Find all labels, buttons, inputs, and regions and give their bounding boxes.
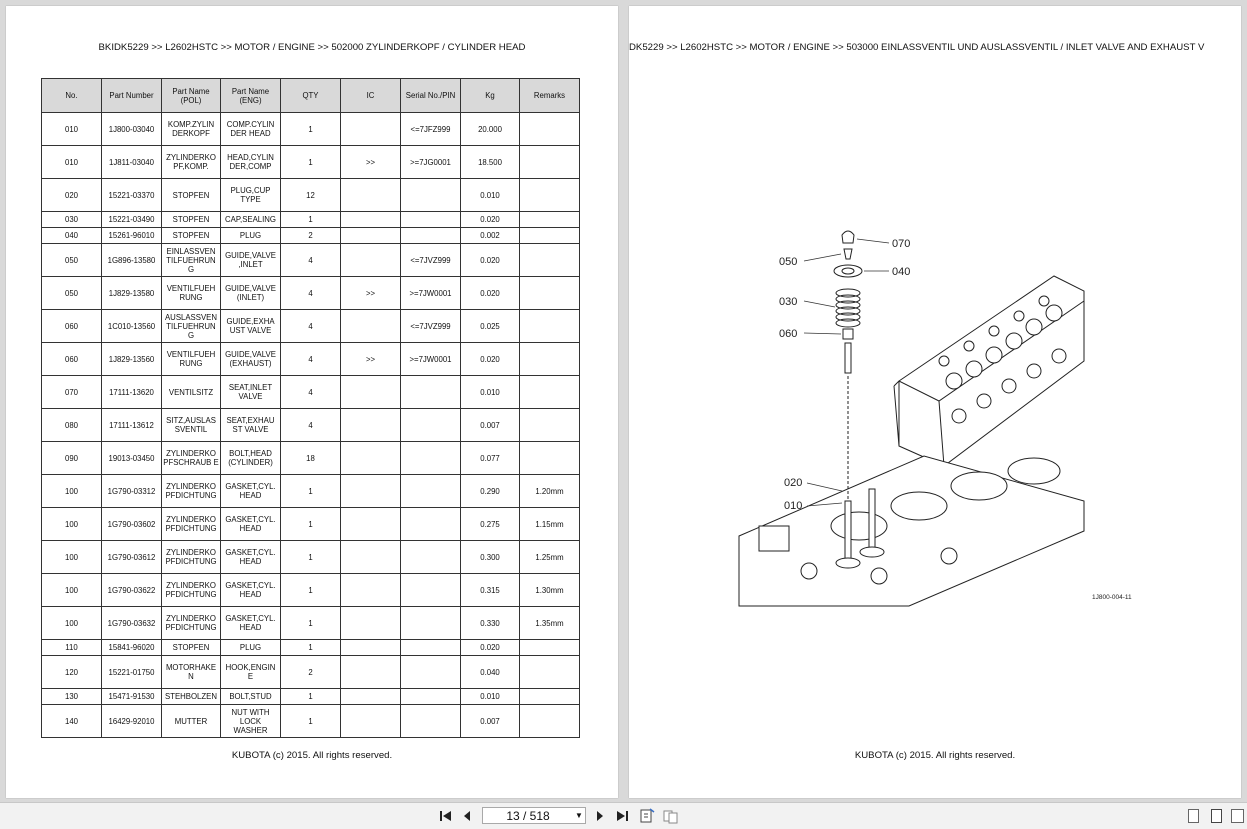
table-cell: STOPFEN — [162, 640, 221, 656]
table-cell: 1G790-03602 — [102, 508, 162, 541]
table-cell — [401, 442, 461, 475]
table-row — [42, 607, 580, 640]
table-cell: 15841-96020 — [102, 640, 162, 656]
table-cell: ZYLINDERKO PFDICHTUNG — [162, 475, 221, 508]
table-cell: 1.20mm — [520, 475, 580, 508]
table-cell: 1.25mm — [520, 541, 580, 574]
table-cell: 010 — [42, 113, 102, 146]
table-cell: ZYLINDERKO PFDICHTUNG — [162, 508, 221, 541]
table-cell — [401, 228, 461, 244]
table-cell — [341, 705, 401, 738]
table-cell: BOLT,HEAD (CYLINDER) — [221, 442, 281, 475]
table-cell: 0.315 — [461, 574, 520, 607]
table-cell: 100 — [42, 607, 102, 640]
table-cell: 18.500 — [461, 146, 520, 179]
table-cell: 0.290 — [461, 475, 520, 508]
table-cell: 030 — [42, 212, 102, 228]
footer-copyright: KUBOTA (c) 2015. All rights reserved. — [231, 750, 393, 761]
table-cell — [401, 541, 461, 574]
table-cell: GASKET,CYL. HEAD — [221, 574, 281, 607]
table-cell: 1G790-03312 — [102, 475, 162, 508]
table-row — [42, 508, 580, 541]
table-cell: 16429-92010 — [102, 705, 162, 738]
table-cell: 0.020 — [461, 212, 520, 228]
table-cell: 1 — [281, 113, 341, 146]
table-cell: 17111-13612 — [102, 409, 162, 442]
table-cell: 0.077 — [461, 442, 520, 475]
table-cell — [520, 179, 580, 212]
table-cell: 2 — [281, 656, 341, 689]
table-cell: SEAT,EXHAU ST VALVE — [221, 409, 281, 442]
table-cell: GUIDE,VALVE (EXHAUST) — [221, 343, 281, 376]
table-row — [42, 409, 580, 442]
table-row — [42, 343, 580, 376]
table-cell: 140 — [42, 705, 102, 738]
table-row — [42, 212, 580, 228]
prev-page-icon[interactable] — [458, 807, 476, 825]
table-cell — [341, 475, 401, 508]
table-row — [42, 475, 580, 508]
table-cell: 17111-13620 — [102, 376, 162, 409]
table-cell: 0.020 — [461, 640, 520, 656]
table-cell: STOPFEN — [162, 179, 221, 212]
table-cell: 1 — [281, 607, 341, 640]
table-cell — [341, 244, 401, 277]
table-cell: PLUG — [221, 228, 281, 244]
table-cell — [341, 179, 401, 212]
table-cell — [520, 640, 580, 656]
table-cell: 19013-03450 — [102, 442, 162, 475]
viewer-toolbar — [0, 802, 1247, 829]
table-cell: >=7JW0001 — [401, 277, 461, 310]
table-cell — [341, 689, 401, 705]
table-cell: 010 — [42, 146, 102, 179]
table-cell — [341, 113, 401, 146]
column-header: Remarks — [520, 79, 580, 113]
table-cell — [401, 409, 461, 442]
table-cell: ZYLINDERKO PFDICHTUNG — [162, 541, 221, 574]
table-cell: 1 — [281, 212, 341, 228]
table-cell: 110 — [42, 640, 102, 656]
table-row — [42, 244, 580, 277]
table-cell — [401, 212, 461, 228]
table-cell — [341, 442, 401, 475]
table-cell: 040 — [42, 228, 102, 244]
table-cell: 0.010 — [461, 689, 520, 705]
table-cell — [401, 607, 461, 640]
table-cell: 0.020 — [461, 277, 520, 310]
table-cell — [341, 640, 401, 656]
callout-label: 040 — [892, 266, 911, 278]
last-page-icon[interactable] — [613, 807, 631, 825]
facing-view-icon[interactable] — [1231, 809, 1244, 823]
table-row — [42, 640, 580, 656]
table-cell: COMP.CYLIN DER HEAD — [221, 113, 281, 146]
table-cell: BOLT,STUD — [221, 689, 281, 705]
table-cell: STOPFEN — [162, 212, 221, 228]
table-cell — [520, 376, 580, 409]
table-cell: >> — [341, 146, 401, 179]
table-cell: 1 — [281, 705, 341, 738]
table-cell — [520, 442, 580, 475]
table-cell: MUTTER — [162, 705, 221, 738]
table-row — [42, 656, 580, 689]
table-cell: 060 — [42, 343, 102, 376]
table-cell: 0.007 — [461, 409, 520, 442]
table-cell: 0.020 — [461, 343, 520, 376]
table-row — [42, 574, 580, 607]
table-cell: VENTILFUEH RUNG — [162, 343, 221, 376]
single-page-view-icon[interactable] — [1188, 809, 1199, 823]
table-cell: 1J800-03040 — [102, 113, 162, 146]
table-cell: 15221-03370 — [102, 179, 162, 212]
table-row — [42, 689, 580, 705]
page-number-select[interactable] — [482, 807, 586, 824]
table-row — [42, 705, 580, 738]
table-cell: 020 — [42, 179, 102, 212]
drawing-code: 1J800-004-11 — [1092, 594, 1132, 601]
table-cell: 1 — [281, 640, 341, 656]
table-cell — [520, 277, 580, 310]
footer-copyright: KUBOTA (c) 2015. All rights reserved. — [854, 750, 1016, 761]
table-cell: 070 — [42, 376, 102, 409]
table-cell: ZYLINDERKO PFDICHTUNG — [162, 574, 221, 607]
table-cell — [401, 656, 461, 689]
chevron-down-icon: ▼ — [575, 811, 583, 820]
callout-label: 070 — [892, 238, 911, 250]
table-cell — [341, 541, 401, 574]
table-cell: PLUG,CUP TYPE — [221, 179, 281, 212]
table-cell: 15471-91530 — [102, 689, 162, 705]
table-cell: 0.010 — [461, 376, 520, 409]
table-cell: 4 — [281, 343, 341, 376]
first-page-icon[interactable] — [437, 807, 455, 825]
table-cell: >> — [341, 277, 401, 310]
table-cell — [520, 244, 580, 277]
table-cell: 1.15mm — [520, 508, 580, 541]
table-row — [42, 376, 580, 409]
table-cell: 120 — [42, 656, 102, 689]
table-cell: 0.040 — [461, 656, 520, 689]
table-cell: 1G790-03622 — [102, 574, 162, 607]
table-row — [42, 541, 580, 574]
table-cell — [341, 574, 401, 607]
table-cell: 1G790-03612 — [102, 541, 162, 574]
valve-components-illustration — [834, 231, 862, 456]
table-cell: >=7JG0001 — [401, 146, 461, 179]
table-cell — [520, 212, 580, 228]
table-cell: GUIDE,VALVE (INLET) — [221, 277, 281, 310]
table-cell — [520, 343, 580, 376]
callout-label: 030 — [779, 296, 798, 308]
table-cell: 0.300 — [461, 541, 520, 574]
table-cell: 1C010-13560 — [102, 310, 162, 343]
table-cell: 1 — [281, 574, 341, 607]
table-cell: GASKET,CYL. HEAD — [221, 508, 281, 541]
callout-label: 010 — [784, 500, 803, 512]
table-row — [42, 146, 580, 179]
two-page-icon[interactable] — [662, 807, 680, 825]
table-cell — [341, 409, 401, 442]
table-cell: GASKET,CYL. HEAD — [221, 475, 281, 508]
table-row — [42, 113, 580, 146]
column-header: Part Name (POL) — [162, 79, 221, 113]
table-cell: 18 — [281, 442, 341, 475]
table-cell — [341, 228, 401, 244]
table-cell: HOOK,ENGIN E — [221, 656, 281, 689]
cylinder-head-illustration — [894, 276, 1084, 466]
table-cell — [401, 640, 461, 656]
table-cell: 100 — [42, 508, 102, 541]
table-cell — [341, 212, 401, 228]
table-cell — [401, 689, 461, 705]
table-cell: ZYLINDERKO PFDICHTUNG — [162, 607, 221, 640]
table-cell: 1 — [281, 689, 341, 705]
table-cell — [401, 179, 461, 212]
table-cell: 4 — [281, 277, 341, 310]
table-cell: 1.35mm — [520, 607, 580, 640]
table-row — [42, 179, 580, 212]
table-cell: AUSLASSVEN TILFUEHRUN G — [162, 310, 221, 343]
table-cell: NUT WITH LOCK WASHER — [221, 705, 281, 738]
exploded-view-drawing — [729, 221, 1149, 616]
table-cell: 050 — [42, 244, 102, 277]
table-row — [42, 277, 580, 310]
table-cell: SEAT,INLET VALVE — [221, 376, 281, 409]
table-cell: SITZ,AUSLAS SVENTIL — [162, 409, 221, 442]
table-cell: 15221-01750 — [102, 656, 162, 689]
table-cell: <=7JVZ999 — [401, 244, 461, 277]
table-cell: 1J829-13560 — [102, 343, 162, 376]
column-header: IC — [341, 79, 401, 113]
table-cell: >> — [341, 343, 401, 376]
table-cell: ZYLINDERKO PFSCHRAUB E — [162, 442, 221, 475]
table-cell: MOTORHAKE N — [162, 656, 221, 689]
callout-label: 020 — [784, 477, 803, 489]
table-cell: 130 — [42, 689, 102, 705]
table-header-row — [42, 79, 580, 113]
table-cell: 080 — [42, 409, 102, 442]
table-cell: 100 — [42, 475, 102, 508]
table-cell: 2 — [281, 228, 341, 244]
table-cell: 1 — [281, 541, 341, 574]
table-cell: HEAD,CYLIN DER,COMP — [221, 146, 281, 179]
table-cell: 4 — [281, 376, 341, 409]
fit-page-icon[interactable] — [638, 807, 656, 825]
table-cell — [520, 146, 580, 179]
table-cell: 100 — [42, 574, 102, 607]
table-cell: GASKET,CYL. HEAD — [221, 541, 281, 574]
table-cell — [401, 574, 461, 607]
table-cell: <=7JVZ999 — [401, 310, 461, 343]
table-cell: 15261-96010 — [102, 228, 162, 244]
table-cell: 4 — [281, 409, 341, 442]
table-cell: 1.30mm — [520, 574, 580, 607]
table-row — [42, 228, 580, 244]
table-cell: 0.002 — [461, 228, 520, 244]
breadcrumb: BKIDK5229 >> L2602HSTC >> MOTOR / ENGINE >> 502000 ZYLINDERKOPF / CYLINDER HEAD — [98, 42, 526, 53]
table-cell: 1 — [281, 475, 341, 508]
table-cell: 15221-03490 — [102, 212, 162, 228]
column-header: Part Number — [102, 79, 162, 113]
left-page — [6, 6, 618, 798]
table-cell: VENTILSITZ — [162, 376, 221, 409]
table-cell: 060 — [42, 310, 102, 343]
table-cell: STEHBOLZEN — [162, 689, 221, 705]
table-row — [42, 310, 580, 343]
table-cell: 050 — [42, 277, 102, 310]
table-cell — [520, 705, 580, 738]
table-cell — [341, 656, 401, 689]
table-cell: 1G790-03632 — [102, 607, 162, 640]
table-cell — [401, 508, 461, 541]
table-cell: STOPFEN — [162, 228, 221, 244]
table-cell — [341, 508, 401, 541]
table-cell: 0.010 — [461, 179, 520, 212]
table-cell: 0.007 — [461, 705, 520, 738]
table-cell — [520, 689, 580, 705]
column-header: No. — [42, 79, 102, 113]
table-row — [42, 442, 580, 475]
table-cell — [520, 228, 580, 244]
table-cell: <=7JFZ999 — [401, 113, 461, 146]
table-cell: GUIDE,EXHA UST VALVE — [221, 310, 281, 343]
table-cell — [520, 656, 580, 689]
table-cell — [401, 376, 461, 409]
column-header: Serial No./PIN — [401, 79, 461, 113]
table-cell: 0.330 — [461, 607, 520, 640]
page-number-value: 13 / 518 — [506, 808, 550, 823]
parts-table — [41, 78, 580, 738]
table-cell — [520, 409, 580, 442]
table-cell: 0.275 — [461, 508, 520, 541]
table-cell: GASKET,CYL. HEAD — [221, 607, 281, 640]
table-cell — [341, 310, 401, 343]
table-cell — [401, 475, 461, 508]
table-cell: 1J811-03040 — [102, 146, 162, 179]
table-cell: 1J829-13580 — [102, 277, 162, 310]
column-header: Part Name (ENG) — [221, 79, 281, 113]
table-cell: KOMP.ZYLIN DERKOPF — [162, 113, 221, 146]
table-cell: 4 — [281, 244, 341, 277]
callout-label: 050 — [779, 256, 798, 268]
table-cell: GUIDE,VALVE ,INLET — [221, 244, 281, 277]
table-cell — [520, 113, 580, 146]
table-cell: 12 — [281, 179, 341, 212]
table-cell: >=7JW0001 — [401, 343, 461, 376]
table-cell: EINLASSVEN TILFUEHRUN G — [162, 244, 221, 277]
table-cell: 090 — [42, 442, 102, 475]
table-cell: 0.020 — [461, 244, 520, 277]
table-cell: 1G896-13580 — [102, 244, 162, 277]
table-cell: 4 — [281, 310, 341, 343]
table-cell: 100 — [42, 541, 102, 574]
table-cell — [341, 376, 401, 409]
table-cell: PLUG — [221, 640, 281, 656]
breadcrumb: DK5229 >> L2602HSTC >> MOTOR / ENGINE >> 503000 EINLASSVENTIL UND AUSLASSVENTIL / INLET VALVE AND EXHAUST V — [629, 42, 1205, 53]
next-page-icon[interactable] — [591, 807, 609, 825]
table-cell — [341, 607, 401, 640]
continuous-view-icon[interactable] — [1211, 809, 1222, 823]
column-header: QTY — [281, 79, 341, 113]
table-cell: CAP,SEALING — [221, 212, 281, 228]
table-cell — [401, 705, 461, 738]
table-cell: 1 — [281, 146, 341, 179]
table-cell: 1 — [281, 508, 341, 541]
table-cell: VENTILFUEH RUNG — [162, 277, 221, 310]
column-header: Kg — [461, 79, 520, 113]
right-page — [629, 6, 1241, 798]
table-cell: ZYLINDERKO PF,KOMP. — [162, 146, 221, 179]
table-cell: 20.000 — [461, 113, 520, 146]
table-cell — [520, 310, 580, 343]
callout-label: 060 — [779, 328, 798, 340]
table-cell: 0.025 — [461, 310, 520, 343]
